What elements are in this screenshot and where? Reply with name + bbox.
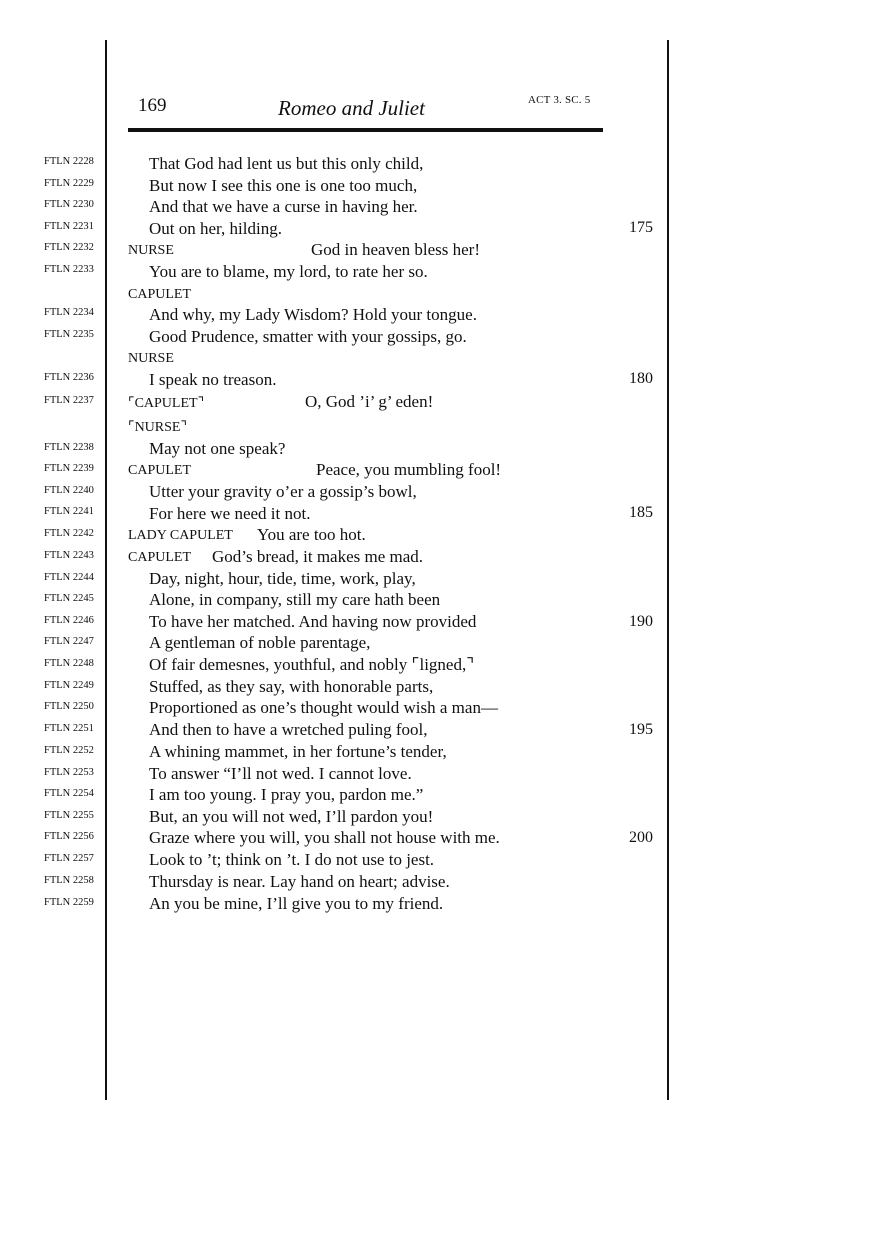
right-margin-rule [667, 40, 669, 1100]
line-number: 200 [629, 829, 653, 846]
verse-line: An you be mine, I’ll give you to my friend. [149, 894, 444, 913]
header-rule [128, 128, 603, 132]
ftln-number: FTLN 2235 [44, 329, 94, 340]
verse-line: To answer “I’ll not wed. I cannot love. [149, 764, 412, 783]
line-number: 180 [629, 370, 653, 387]
ftln-number: FTLN 2232 [44, 242, 94, 253]
verse-line: God in heaven bless her! [311, 240, 481, 259]
ftln-number: FTLN 2253 [44, 767, 94, 778]
left-margin-rule [105, 40, 107, 1100]
verse-line: I speak no treason. [149, 370, 277, 389]
verse-line: But, an you will not wed, I’ll pardon you! [149, 807, 434, 826]
ftln-number: FTLN 2246 [44, 615, 94, 626]
ftln-number: FTLN 2243 [44, 550, 94, 561]
verse-line: You are to blame, my lord, to rate her so. [149, 262, 428, 281]
ftln-number: FTLN 2244 [44, 572, 94, 583]
ftln-number: FTLN 2241 [44, 506, 94, 517]
verse-line: Utter your gravity o’er a gossip’s bowl, [149, 482, 417, 501]
ftln-number: FTLN 2236 [44, 372, 94, 383]
verse-line: Alone, in company, still my care hath been [149, 590, 441, 609]
ftln-number: FTLN 2239 [44, 463, 94, 474]
ftln-number: FTLN 2233 [44, 264, 94, 275]
ftln-number: FTLN 2256 [44, 831, 94, 842]
verse-line: I am too young. I pray you, pardon me.” [149, 785, 424, 804]
verse-line: And why, my Lady Wisdom? Hold your tongue. [149, 305, 477, 324]
ftln-number: FTLN 2255 [44, 810, 94, 821]
speaker-name: NURSE [128, 351, 174, 366]
speaker-name: CAPULET [128, 287, 191, 302]
ftln-number: FTLN 2229 [44, 178, 94, 189]
verse-line: That God had lent us but this only child, [149, 154, 424, 173]
verse-line: Thursday is near. Lay hand on heart; advise. [149, 872, 450, 891]
ftln-number: FTLN 2238 [44, 442, 94, 453]
line-number: 185 [629, 504, 653, 521]
verse-line: O, God ’i’ g’ eden! [305, 392, 434, 411]
ftln-number: FTLN 2247 [44, 636, 94, 647]
page-number: 169 [138, 95, 167, 116]
ftln-number: FTLN 2231 [44, 221, 94, 232]
ftln-number: FTLN 2228 [44, 156, 94, 167]
verse-line: Graze where you will, you shall not house with me. [149, 828, 500, 847]
line-number: 190 [629, 613, 653, 630]
verse-line: Proportioned as one’s thought would wish a man— [149, 698, 498, 717]
verse-line: Stuffed, as they say, with honorable parts, [149, 677, 434, 696]
verse-line: Out on her, hilding. [149, 219, 282, 238]
ftln-number: FTLN 2245 [44, 593, 94, 604]
verse-line: Of fair demesnes, youthful, and nobly ⌜ligned,⌝ [149, 655, 475, 674]
line-number: 195 [629, 721, 653, 738]
ftln-number: FTLN 2259 [44, 897, 94, 908]
verse-line: A gentleman of noble parentage, [149, 633, 371, 652]
ftln-number: FTLN 2250 [44, 701, 94, 712]
verse-line: To have her matched. And having now provided [149, 612, 477, 631]
ftln-number: FTLN 2254 [44, 788, 94, 799]
speaker-name: CAPULET [128, 550, 191, 565]
verse-line: And that we have a curse in having her. [149, 197, 418, 216]
verse-line: And then to have a wretched puling fool, [149, 720, 428, 739]
speaker-name: NURSE [128, 243, 174, 258]
verse-line: But now I see this one is one too much, [149, 176, 418, 195]
verse-line: For here we need it not. [149, 504, 311, 523]
speaker-name: LADY CAPULET [128, 528, 233, 543]
verse-line: You are too hot. [257, 525, 366, 544]
verse-line: Look to ’t; think on ’t. I do not use to jest. [149, 850, 435, 869]
verse-line: Day, night, hour, tide, time, work, play, [149, 569, 416, 588]
verse-line: May not one speak? [149, 439, 286, 458]
book-title: Romeo and Juliet [278, 96, 425, 120]
ftln-number: FTLN 2251 [44, 723, 94, 734]
ftln-number: FTLN 2257 [44, 853, 94, 864]
ftln-number: FTLN 2252 [44, 745, 94, 756]
verse-line: Good Prudence, smatter with your gossips, go. [149, 327, 467, 346]
speaker-name: CAPULET [128, 463, 191, 478]
ftln-number: FTLN 2242 [44, 528, 94, 539]
ftln-number: FTLN 2249 [44, 680, 94, 691]
line-number: 175 [629, 219, 653, 236]
act-scene-label: ACT 3. SC. 5 [528, 94, 591, 106]
ftln-number: FTLN 2234 [44, 307, 94, 318]
verse-line: God’s bread, it makes me mad. [212, 547, 424, 566]
speaker-name: ⌜NURSE⌝ [128, 420, 188, 435]
verse-line: Peace, you mumbling fool! [316, 460, 502, 479]
ftln-number: FTLN 2258 [44, 875, 94, 886]
speaker-name: ⌜CAPULET⌝ [128, 396, 205, 411]
verse-line: A whining mammet, in her fortune’s tender, [149, 742, 447, 761]
ftln-number: FTLN 2248 [44, 658, 94, 669]
ftln-number: FTLN 2230 [44, 199, 94, 210]
ftln-number: FTLN 2237 [44, 395, 94, 406]
ftln-number: FTLN 2240 [44, 485, 94, 496]
